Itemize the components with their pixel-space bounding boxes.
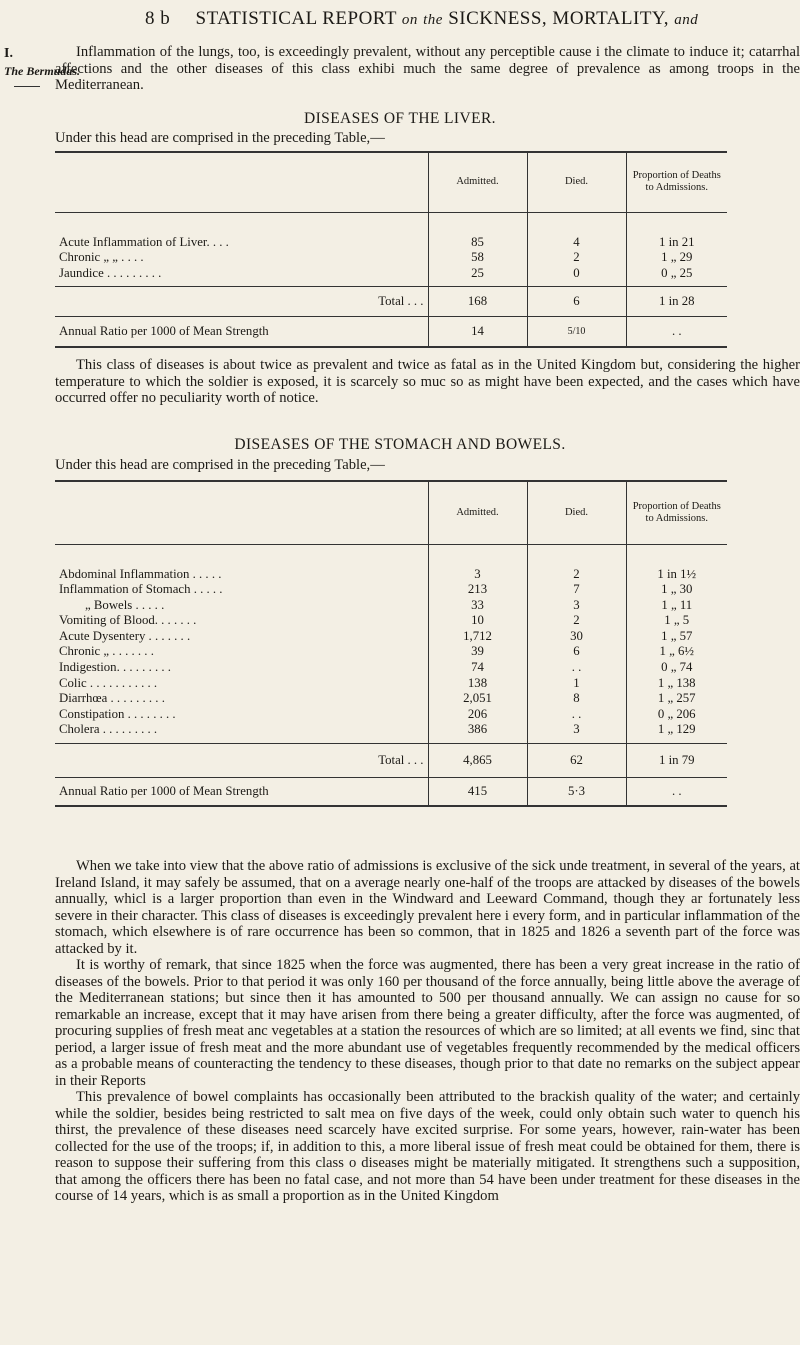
header-blank xyxy=(55,152,428,212)
annual-admitted: 415 xyxy=(428,778,527,806)
cell-proportion: 1 „ 57 xyxy=(626,629,727,645)
table-row xyxy=(55,212,727,250)
cell-proportion: 1 „ 30 xyxy=(626,582,727,598)
cell-admitted: 2,051 xyxy=(428,691,527,707)
cell-died: 8 xyxy=(527,691,626,707)
stomach-section-title: DISEASES OF THE STOMACH AND BOWELS. xyxy=(234,436,566,453)
table-row xyxy=(55,266,727,287)
cell-proportion: 0 „ 206 xyxy=(626,707,727,723)
table-row xyxy=(55,629,727,645)
header-on: on xyxy=(401,12,418,28)
paragraph-text: Inflammation of the lungs, too, is exceedingly prevalent, without any perceptible cause i the climate to induce it; catarrhal affections and the other diseases of this class exhibi much the same degree of prevalence as among troops in the Mediterranean. xyxy=(55,44,800,93)
cell-proportion: 1 „ 257 xyxy=(626,691,727,707)
margin-rule xyxy=(14,86,40,87)
paragraph-text: It is worthy of remark, that since 1825 when the force was augmented, there has been a very great increase in the ratio of diseases of the bowels. Prior to that period it was only 160 per thousand of the force annually, being little above the average of the Mediterranean stations; but since then it has amounted to 500 per thousand annually. We can assign no cause for so remarkable an increase, except that it may have arisen from there being a greater difficulty, after the force was augmented, of procuring supplies of fresh meat anc vegetables at a station the resources of which are so limited; at all events we find, sinc that period, a larger issue of fresh meat and the more abundant use of vegetables frequently recommended by the medical officers as a probable means of counteracting the tendency to these diseases, though prior to that date no remarks on the subject appear in their Reports xyxy=(55,957,800,1089)
cell-proportion: 1 in 21 xyxy=(626,212,727,250)
header-title: STATISTICAL REPORT xyxy=(195,8,397,29)
row-label: Acute Inflammation of Liver. . . . xyxy=(59,234,229,249)
total-died: 6 xyxy=(527,287,626,317)
table-row xyxy=(55,707,727,723)
paragraph-lungs xyxy=(55,44,800,98)
cell-proportion: 1 „ 129 xyxy=(626,722,727,743)
total-row xyxy=(55,744,727,778)
liver-table xyxy=(55,151,727,348)
total-label: Total . . . xyxy=(55,287,428,317)
cell-admitted: 3 xyxy=(428,544,527,582)
cell-proportion: 0 „ 25 xyxy=(626,266,727,287)
row-label: Chronic „ . . . . . . . xyxy=(59,644,154,659)
total-label: Total . . . xyxy=(55,744,428,778)
row-label: Cholera . . . . . . . . . xyxy=(59,722,158,737)
liver-section-title: DISEASES OF THE LIVER. xyxy=(304,110,496,127)
margin-section-name: The Bermudas. xyxy=(4,64,81,78)
table-row xyxy=(55,250,727,266)
stomach-body-text xyxy=(55,858,800,1345)
table-row xyxy=(55,676,727,692)
cell-admitted: 213 xyxy=(428,582,527,598)
header-proportion: Proportion of Deaths to Admissions. xyxy=(626,481,727,544)
cell-died: 2 xyxy=(527,250,626,266)
stomach-table xyxy=(55,480,727,807)
cell-proportion: 1 in 1½ xyxy=(626,544,727,582)
cell-died: 4 xyxy=(527,212,626,250)
cell-admitted: 25 xyxy=(428,266,527,287)
paragraph-text: This prevalence of bowel complaints has occasionally been attributed to the brackish quality of the water; and certainly while the soldier, besides being restricted to salt mea on five days of the week, could only obtain such water to quench his thirst, the prevalence of these diseases need scarcely have excited surprise. For some years, however, rain-water has been collected for the use of the troops; if, in addition to this, a more liberal issue of fresh meat could be obtained for them, there is reason to suppose their suffering from this class o diseases might be materially mitigated. It strengthens such a supposition, that among the officers there has been no fatal case, and not more than 54 have been under treatment for these diseases in the course of 14 years, which is as small a proportion as in the United Kingdom xyxy=(55,1089,800,1204)
annual-label: Annual Ratio per 1000 of Mean Strength xyxy=(55,317,428,347)
cell-died: . . xyxy=(527,707,626,723)
row-label: Acute Dysentery . . . . . . . xyxy=(59,628,191,643)
header-subject: SICKNESS, MORTALITY, xyxy=(448,8,669,29)
row-label: Abdominal Inflammation . . . . . xyxy=(59,566,222,581)
running-header xyxy=(145,8,698,30)
row-label: Colic . . . . . . . . . . . xyxy=(59,675,158,690)
header-blank xyxy=(55,481,428,544)
cell-proportion: 1 „ 29 xyxy=(626,250,727,266)
row-label: Indigestion. . . . . . . . . xyxy=(59,660,171,675)
table-row xyxy=(55,691,727,707)
cell-died: 0 xyxy=(527,266,626,287)
row-label: Jaundice . . . . . . . . . xyxy=(59,265,162,280)
header-and: and xyxy=(674,12,699,28)
stomach-intro: Under this head are comprised in the preceding Table,— xyxy=(55,457,385,473)
table-row xyxy=(55,660,727,676)
annual-admitted: 14 xyxy=(428,317,527,347)
row-label: Inflammation of Stomach . . . . . xyxy=(59,582,223,597)
paragraph-text: When we take into view that the above ratio of admissions is exclusive of the sick unde treatment, in several of the years, at Ireland Island, it may safely be assumed, that on a average nearly one-half of the troops are attacked by diseases of the bowels annually, whicl is a larger proportion than even in the Windward and Leeward Command, though they ar fortunately less severe in their character. This class of diseases is exceedingly prevalent here i every form, and in particular inflammation of the stomach, which elsewhere is of rare occurrence has been so common, that in 1825 and 1826 a seventh part of the force was attacked by it. xyxy=(55,858,800,957)
row-label: Vomiting of Blood. . . . . . . xyxy=(59,613,197,628)
liver-intro: Under this head are comprised in the preceding Table,— xyxy=(55,130,385,146)
header-proportion: Proportion of Deaths to Admissions. xyxy=(626,152,727,212)
cell-admitted: 58 xyxy=(428,250,527,266)
cell-proportion: 1 „ 138 xyxy=(626,676,727,692)
cell-died: . . xyxy=(527,660,626,676)
cell-died: 3 xyxy=(527,722,626,743)
page-number: 8 b xyxy=(145,8,171,29)
annual-died: 5·3 xyxy=(527,778,626,806)
row-label: Constipation . . . . . . . . xyxy=(59,706,176,721)
cell-died: 2 xyxy=(527,544,626,582)
cell-proportion: 1 „ 5 xyxy=(626,613,727,629)
cell-admitted: 33 xyxy=(428,598,527,614)
annual-proportion: . . xyxy=(626,317,727,347)
cell-admitted: 386 xyxy=(428,722,527,743)
margin-section-number: I. xyxy=(4,46,13,61)
annual-died: 5/10 xyxy=(527,317,626,347)
total-proportion: 1 in 79 xyxy=(626,744,727,778)
cell-admitted: 138 xyxy=(428,676,527,692)
annual-proportion: . . xyxy=(626,778,727,806)
header-died: Died. xyxy=(527,152,626,212)
row-label: Chronic „ „ . . . . xyxy=(59,250,144,265)
total-admitted: 4,865 xyxy=(428,744,527,778)
total-row xyxy=(55,287,727,317)
cell-died: 7 xyxy=(527,582,626,598)
table-row xyxy=(55,582,727,598)
cell-died: 6 xyxy=(527,644,626,660)
header-the: the xyxy=(423,12,443,28)
cell-died: 1 xyxy=(527,676,626,692)
row-label: Diarrhœa . . . . . . . . . xyxy=(59,691,165,706)
total-proportion: 1 in 28 xyxy=(626,287,727,317)
cell-admitted: 1,712 xyxy=(428,629,527,645)
paragraph-text: This class of diseases is about twice as prevalent and twice as fatal as in the United Kingdom but, considering the higher temperature to which the soldier is exposed, it is scarcely so muc so as might have been expected, and the cases which have occurred offer no peculiarity worth of notice. xyxy=(55,357,800,406)
cell-died: 30 xyxy=(527,629,626,645)
cell-died: 3 xyxy=(527,598,626,614)
annual-ratio-row xyxy=(55,317,727,347)
header-died: Died. xyxy=(527,481,626,544)
table-row xyxy=(55,722,727,743)
table-row xyxy=(55,644,727,660)
paragraph-liver xyxy=(55,357,800,427)
table-row xyxy=(55,613,727,629)
cell-proportion: 0 „ 74 xyxy=(626,660,727,676)
table-row xyxy=(55,598,727,614)
table-row xyxy=(55,544,727,582)
total-admitted: 168 xyxy=(428,287,527,317)
row-label: „ Bowels . . . . . xyxy=(85,597,165,612)
cell-died: 2 xyxy=(527,613,626,629)
annual-label: Annual Ratio per 1000 of Mean Strength xyxy=(55,778,428,806)
cell-admitted: 74 xyxy=(428,660,527,676)
cell-admitted: 10 xyxy=(428,613,527,629)
cell-proportion: 1 „ 11 xyxy=(626,598,727,614)
cell-admitted: 85 xyxy=(428,212,527,250)
annual-ratio-row xyxy=(55,778,727,806)
header-admitted: Admitted. xyxy=(428,481,527,544)
cell-admitted: 206 xyxy=(428,707,527,723)
cell-proportion: 1 „ 6½ xyxy=(626,644,727,660)
total-died: 62 xyxy=(527,744,626,778)
header-admitted: Admitted. xyxy=(428,152,527,212)
cell-admitted: 39 xyxy=(428,644,527,660)
